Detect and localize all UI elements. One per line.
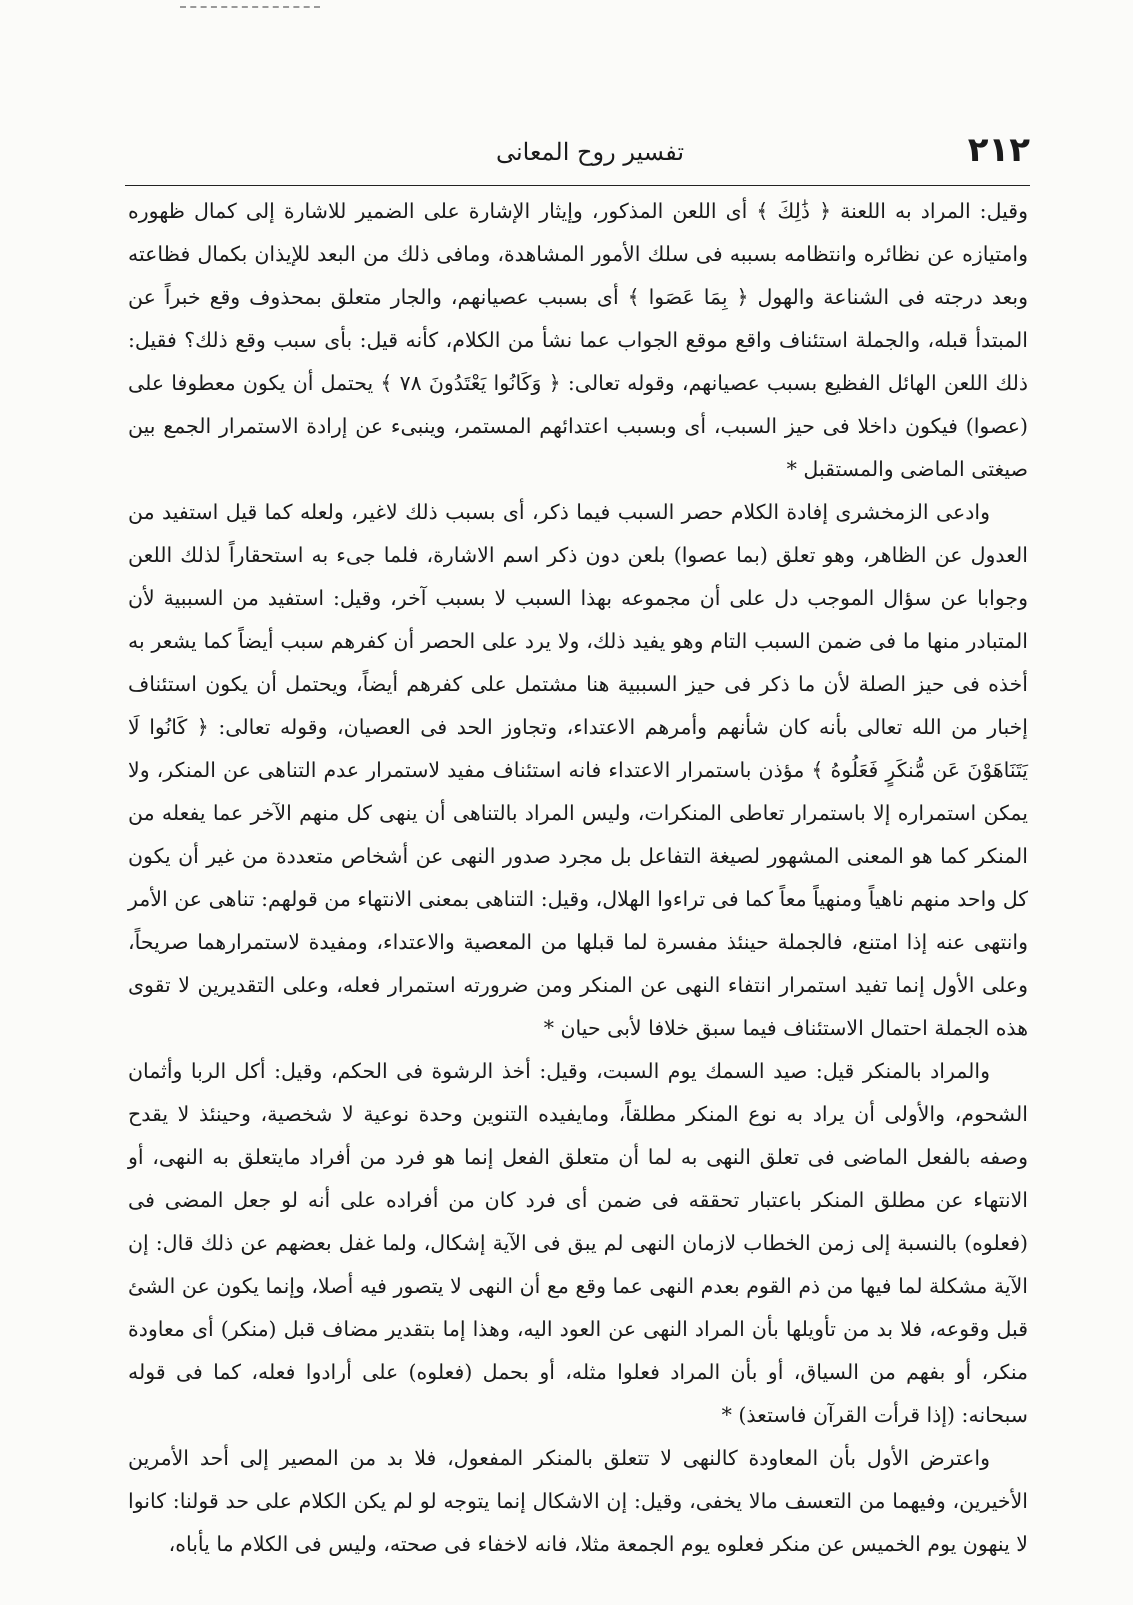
page-header [130,130,1030,180]
book-title: تفسير روح المعانى [495,138,685,166]
scan-artifact-dash [180,6,320,8]
page-number: ٢١٢ [967,130,1030,170]
paragraph: واعترض الأول بأن المعاودة كالنهى لا تتعلق بالمنكر المفعول، فلا بد من المصير إلى أحد الأمرين الأخيرين، وفيهما من التعسف مالا يخفى، وقيل: إن الاشكال إنما يتوجه لو لم يكن الكلام على حد قولنا: كانوا لا ينهون يوم الخميس عن منكر فعلوه يوم الجمعة مثلا، فانه لاخفاء فى صحته، وليس فى الكلام ما يأباه، [128,1446,1028,1556]
header-rule [125,185,1030,186]
paragraph: والمراد بالمنكر قيل: صيد السمك يوم السبت، وقيل: أخذ الرشوة فى الحكم، وقيل: أكل الربا وأثمان الشحوم، والأولى أن يراد به نوع المنكر مطلقاً، ومايفيده التنوين وحدة نوعية لا شخصية، وحينئذ لا يقدح وصفه بالفعل الماضى فى تعلق النهى به لما أن متعلق الفعل إنما هو فرد من أفراد مايتعلق به النهى، أو الانتهاء عن مطلق المنكر باعتبار تحققه فى ضمن أى فرد كان من أفراده على أنه لو جعل المضى فى (فعلوه) بالنسبة إلى زمن الخطاب لازمان النهى لم يبق فى الآية إشكال، ولما غفل بعضهم عن ذلك قال: إن الآية مشكلة لما فيها من ذم القوم بعدم النهى عما وقع مع أن النهى لا يتصور فيه أصلا، وإنما يكون عن الشئ قبل وقوعه، فلا بد من تأويلها بأن المراد النهى عن العود اليه، وهذا إما بتقدير مضاف قبل (منكر) أى معاودة منكر، أو بفهم من السياق، أو بأن المراد فعلوا مثله، أو بحمل (فعلوه) على أرادوا فعله، كما فى قوله سبحانه: (إذا قرأت القرآن فاستعذ) * [128,1059,1028,1427]
paragraph: وادعى الزمخشرى إفادة الكلام حصر السبب فيما ذكر، أى بسبب ذلك لاغير، ولعله كما قيل استفيد من العدول عن الظاهر، وهو تعلق (بما عصوا) بلعن دون ذكر اسم الاشارة، فلما جىء به استحقاراً لذلك اللعن وجوابا عن سؤال الموجب دل على أن مجموعه بهذا السبب لا بسبب آخر، وقيل: استفيد من السببية لأن المتبادر منها ما فى ضمن السبب التام وهو يفيد ذلك، ولا يرد على الحصر أن كفرهم سبب أيضاً كما يشعر به أخذه فى حيز الصلة لأن ما ذكر فى حيز السببية هنا مشتمل على كفرهم أيضاً، ويحتمل أن يكون استئناف إخبار من الله تعالى بأنه كان شأنهم وأمرهم الاعتداء، وتجاوز الحد فى العصيان، وقوله تعالى: ﴿ كَانُوا لَا يَتَنَاهَوْنَ عَن مُّنكَرٍ فَعَلُوهُ ﴾ مؤذن باستمرار الاعتداء فانه استئناف مفيد لاستمرار عدم التناهى عن المنكر، ولا يمكن استمراره إلا باستمرار تعاطى المنكرات، وليس المراد بالتناهى أن ينهى كل منهم الآخر عما يفعله من المنكر كما هو المعنى المشهور لصيغة التفاعل بل مجرد صدور النهى عن أشخاص متعددة من غير أن يكون كل واحد منهم ناهياً ومنهياً معاً كما فى تراءوا الهلال، وقيل: التناهى بمعنى الانتهاء من قولهم: تناهى عن الأمر وانتهى عنه إذا امتنع، فالجملة حينئذ مفسرة لما قبلها من المعصية والاعتداء، ومفيدة لاستمرارهما صريحاً، وعلى الأول إنما تفيد استمرار انتفاء النهى عن المنكر ومن ضرورته استمرار فعله، وعلى التقديرين لا تقوى هذه الجملة احتمال الاستئناف فيما سبق خلافا لأبى حيان * [128,500,1028,1040]
paragraph: وقيل: المراد به اللعنة ﴿ ذَٰلِكَ ﴾ أى اللعن المذكور، وإيثار الإشارة على الضمير للاشارة إلى كمال ظهوره وامتيازه عن نظائره وانتظامه بسببه فى سلك الأمور المشاهدة، ومافى ذلك من البعد للإيذان بكمال فظاعته وبعد درجته فى الشناعة والهول ﴿ بِمَا عَصَوا ﴾ أى بسبب عصيانهم، والجار متعلق بمحذوف وقع خبراً عن المبتدأ قبله، والجملة استئناف واقع موقع الجواب عما نشأ من الكلام، كأنه قيل: بأى سبب وقع ذلك؟ فقيل: ذلك اللعن الهائل الفظيع بسبب عصيانهم، وقوله تعالى: ﴿ وَكَانُوا يَعْتَدُونَ ٧٨ ﴾ يحتمل أن يكون معطوفا على (عصوا) فيكون داخلا فى حيز السبب، أى وبسبب اعتدائهم المستمر، وينبىء عن إرادة الاستمرار الجمع بين صيغتى الماضى والمستقبل * [128,199,1029,481]
body-text [128,190,1028,1566]
